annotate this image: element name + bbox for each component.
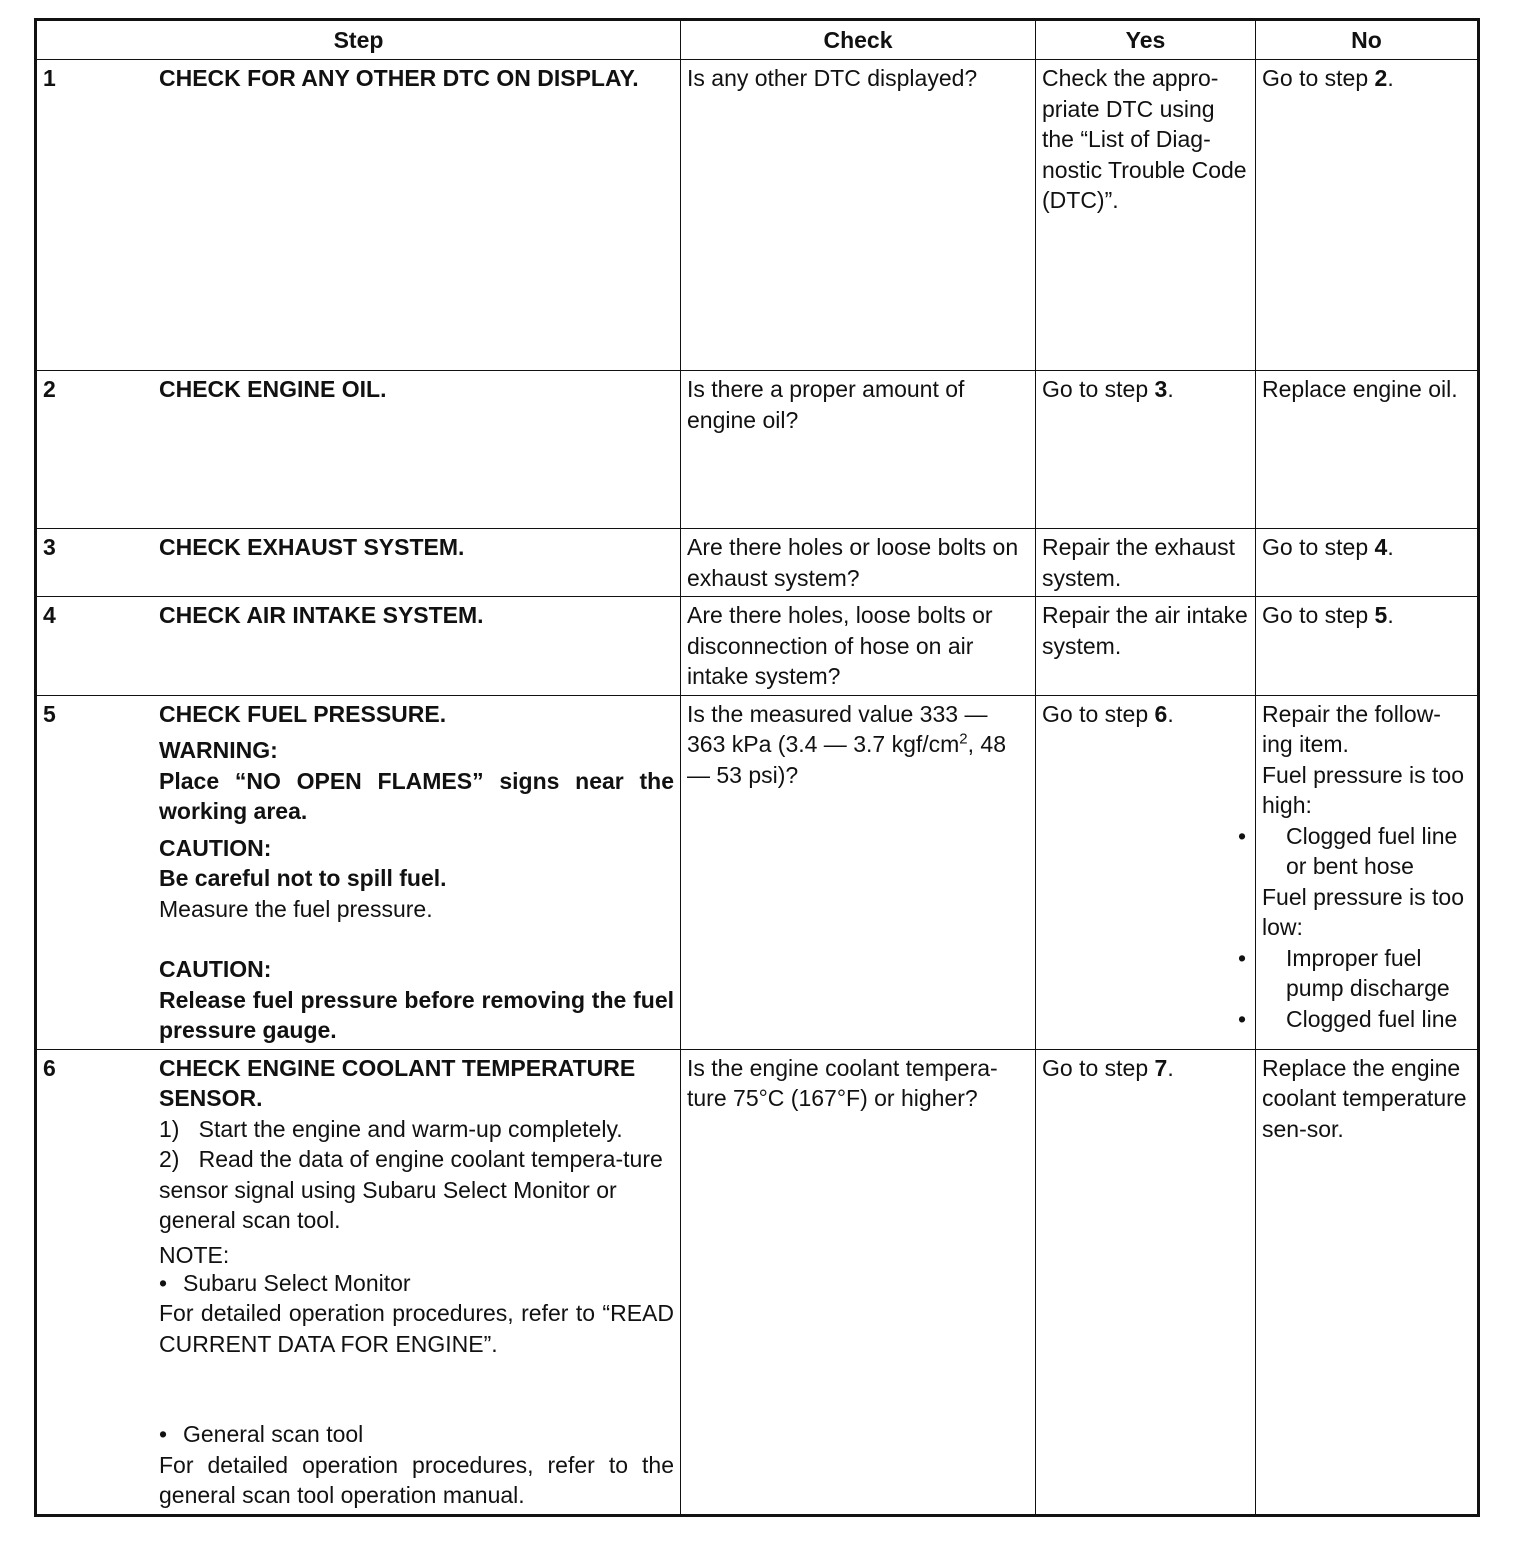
check-cell: Is the engine coolant tempera-ture 75°C (167°F) or higher?: [681, 1049, 1036, 1515]
bullet-icon: [1262, 823, 1286, 849]
substep-2: 2) Read the data of engine coolant tempera-ture sensor signal using Subaru Select Monitor or general scan tool.: [159, 1146, 663, 1233]
no-bullet-item: [1262, 1004, 1471, 1035]
no-step-ref: 4: [1374, 534, 1388, 560]
step-cell: [36, 371, 681, 529]
yes-cell: [1036, 1049, 1256, 1515]
no-prefix: Go to step: [1262, 602, 1375, 628]
bullet-icon: [1262, 1006, 1286, 1032]
note-item: Subaru Select Monitor: [183, 1269, 411, 1296]
note-bullet: [159, 1268, 674, 1299]
check-cell: Is any other DTC displayed?: [681, 60, 1036, 371]
no-intro: Repair the follow-ing item.: [1262, 700, 1441, 757]
bullet-icon: [159, 1270, 183, 1296]
note-bullet: [159, 1419, 674, 1450]
yes-prefix: Go to step: [1042, 700, 1155, 727]
check-cell: [681, 695, 1036, 1049]
yes-cell: Repair the exhaust system.: [1036, 529, 1256, 597]
step-cell: [36, 60, 681, 371]
step-cell: [36, 695, 681, 1049]
no-bullet-text: Clogged fuel line or bent hose: [1286, 822, 1458, 879]
yes-prefix: Go to step: [1042, 1054, 1155, 1081]
warning-text: Place “NO OPEN FLAMES” signs near the working area.: [159, 767, 674, 824]
check-text-end: , 48 — 53 psi)?: [687, 731, 1007, 788]
yes-cell: Repair the air intake system.: [1036, 597, 1256, 696]
no-suffix: .: [1387, 65, 1394, 91]
no-suffix: .: [1387, 602, 1394, 628]
table-row: [36, 1049, 1479, 1515]
yes-cell: Check the appro-priate DTC using the “List of Diag-nostic Trouble Code (DTC)”.: [1036, 60, 1256, 371]
caution-text: Release fuel pressure before removing the fuel pressure gauge.: [159, 986, 674, 1043]
no-cell: [1256, 60, 1479, 371]
step-number: 5: [43, 700, 56, 727]
table-row: [36, 529, 1479, 597]
no-cell: Replace the engine coolant temperature sen-sor.: [1256, 1049, 1479, 1515]
yes-step-ref: 7: [1154, 1054, 1168, 1081]
no-cell: [1256, 597, 1479, 696]
header-no: No: [1256, 20, 1479, 60]
no-condition-high: Fuel pressure is too high:: [1262, 761, 1464, 818]
no-prefix: Go to step: [1262, 65, 1375, 91]
step-title: CHECK FUEL PRESSURE.: [159, 700, 447, 727]
step-number: 2: [43, 376, 56, 402]
note-text: For detailed operation procedures, refer to “READ CURRENT DATA FOR ENGINE”.: [159, 1300, 674, 1357]
yes-suffix: .: [1167, 1054, 1174, 1081]
step-title: CHECK ENGINE OIL.: [159, 376, 387, 402]
yes-cell: [1036, 371, 1256, 529]
no-condition-low: Fuel pressure is too low:: [1262, 883, 1464, 940]
header-row: [36, 20, 1479, 60]
check-superscript: 2: [959, 730, 968, 748]
check-cell: Are there holes, loose bolts or disconnection of hose on air intake system?: [681, 597, 1036, 696]
bullet-icon: [159, 1421, 183, 1447]
table-row: [36, 695, 1479, 1049]
header-check: Check: [681, 20, 1036, 60]
step-cell: [36, 1049, 681, 1515]
yes-cell: [1036, 695, 1256, 1049]
header-step: Step: [36, 20, 681, 60]
no-prefix: Go to step: [1262, 534, 1375, 560]
caution-label: CAUTION:: [159, 956, 272, 982]
bullet-icon: [1262, 945, 1286, 971]
substep-1: 1) Start the engine and warm-up completely.: [159, 1115, 623, 1142]
no-bullet-text: Clogged fuel line: [1286, 1005, 1458, 1032]
no-step-ref: 2: [1374, 65, 1388, 91]
step-cell: [36, 597, 681, 696]
yes-step-ref: 6: [1154, 700, 1168, 727]
check-text: Is the measured value 333 — 363 kPa (3.4 — 3.7 kgf/cm: [687, 700, 988, 757]
no-suffix: .: [1387, 534, 1394, 560]
table-row: [36, 597, 1479, 696]
caution-text: Be careful not to spill fuel.: [159, 865, 447, 891]
yes-prefix: Go to step: [1042, 376, 1155, 402]
step-cell: [36, 529, 681, 597]
no-bullet-item: [1262, 821, 1471, 882]
no-cell: Replace engine oil.: [1256, 371, 1479, 529]
step-number: 6: [43, 1054, 56, 1081]
no-bullet-text: Improper fuel pump discharge: [1286, 944, 1450, 1001]
caution-label: CAUTION:: [159, 834, 272, 861]
table-row: [36, 371, 1479, 529]
no-cell: [1256, 695, 1479, 1049]
step-title: CHECK AIR INTAKE SYSTEM.: [159, 602, 484, 628]
step-title: CHECK ENGINE COOLANT TEMPERATURE SENSOR.: [159, 1054, 636, 1111]
step-number: 3: [43, 534, 56, 560]
warning-label: WARNING:: [159, 737, 278, 763]
table-row: [36, 60, 1479, 371]
yes-step-ref: 3: [1154, 376, 1168, 402]
note-text: For detailed operation procedures, refer to the general scan tool operation manual.: [159, 1451, 674, 1508]
instruction-text: Measure the fuel pressure.: [159, 895, 433, 922]
no-step-ref: 5: [1374, 602, 1388, 628]
note-item: General scan tool: [183, 1421, 364, 1447]
diagnostic-table: [34, 18, 1480, 1517]
yes-suffix: .: [1167, 700, 1174, 727]
step-number: 4: [43, 602, 56, 628]
no-bullet-item: [1262, 943, 1471, 1004]
no-cell: [1256, 529, 1479, 597]
step-title: CHECK FOR ANY OTHER DTC ON DISPLAY.: [159, 65, 639, 91]
header-yes: Yes: [1036, 20, 1256, 60]
step-title: CHECK EXHAUST SYSTEM.: [159, 534, 465, 560]
check-cell: Is there a proper amount of engine oil?: [681, 371, 1036, 529]
yes-suffix: .: [1167, 376, 1174, 402]
check-cell: Are there holes or loose bolts on exhaust system?: [681, 529, 1036, 597]
note-label: NOTE:: [159, 1241, 230, 1268]
step-number: 1: [43, 65, 56, 91]
